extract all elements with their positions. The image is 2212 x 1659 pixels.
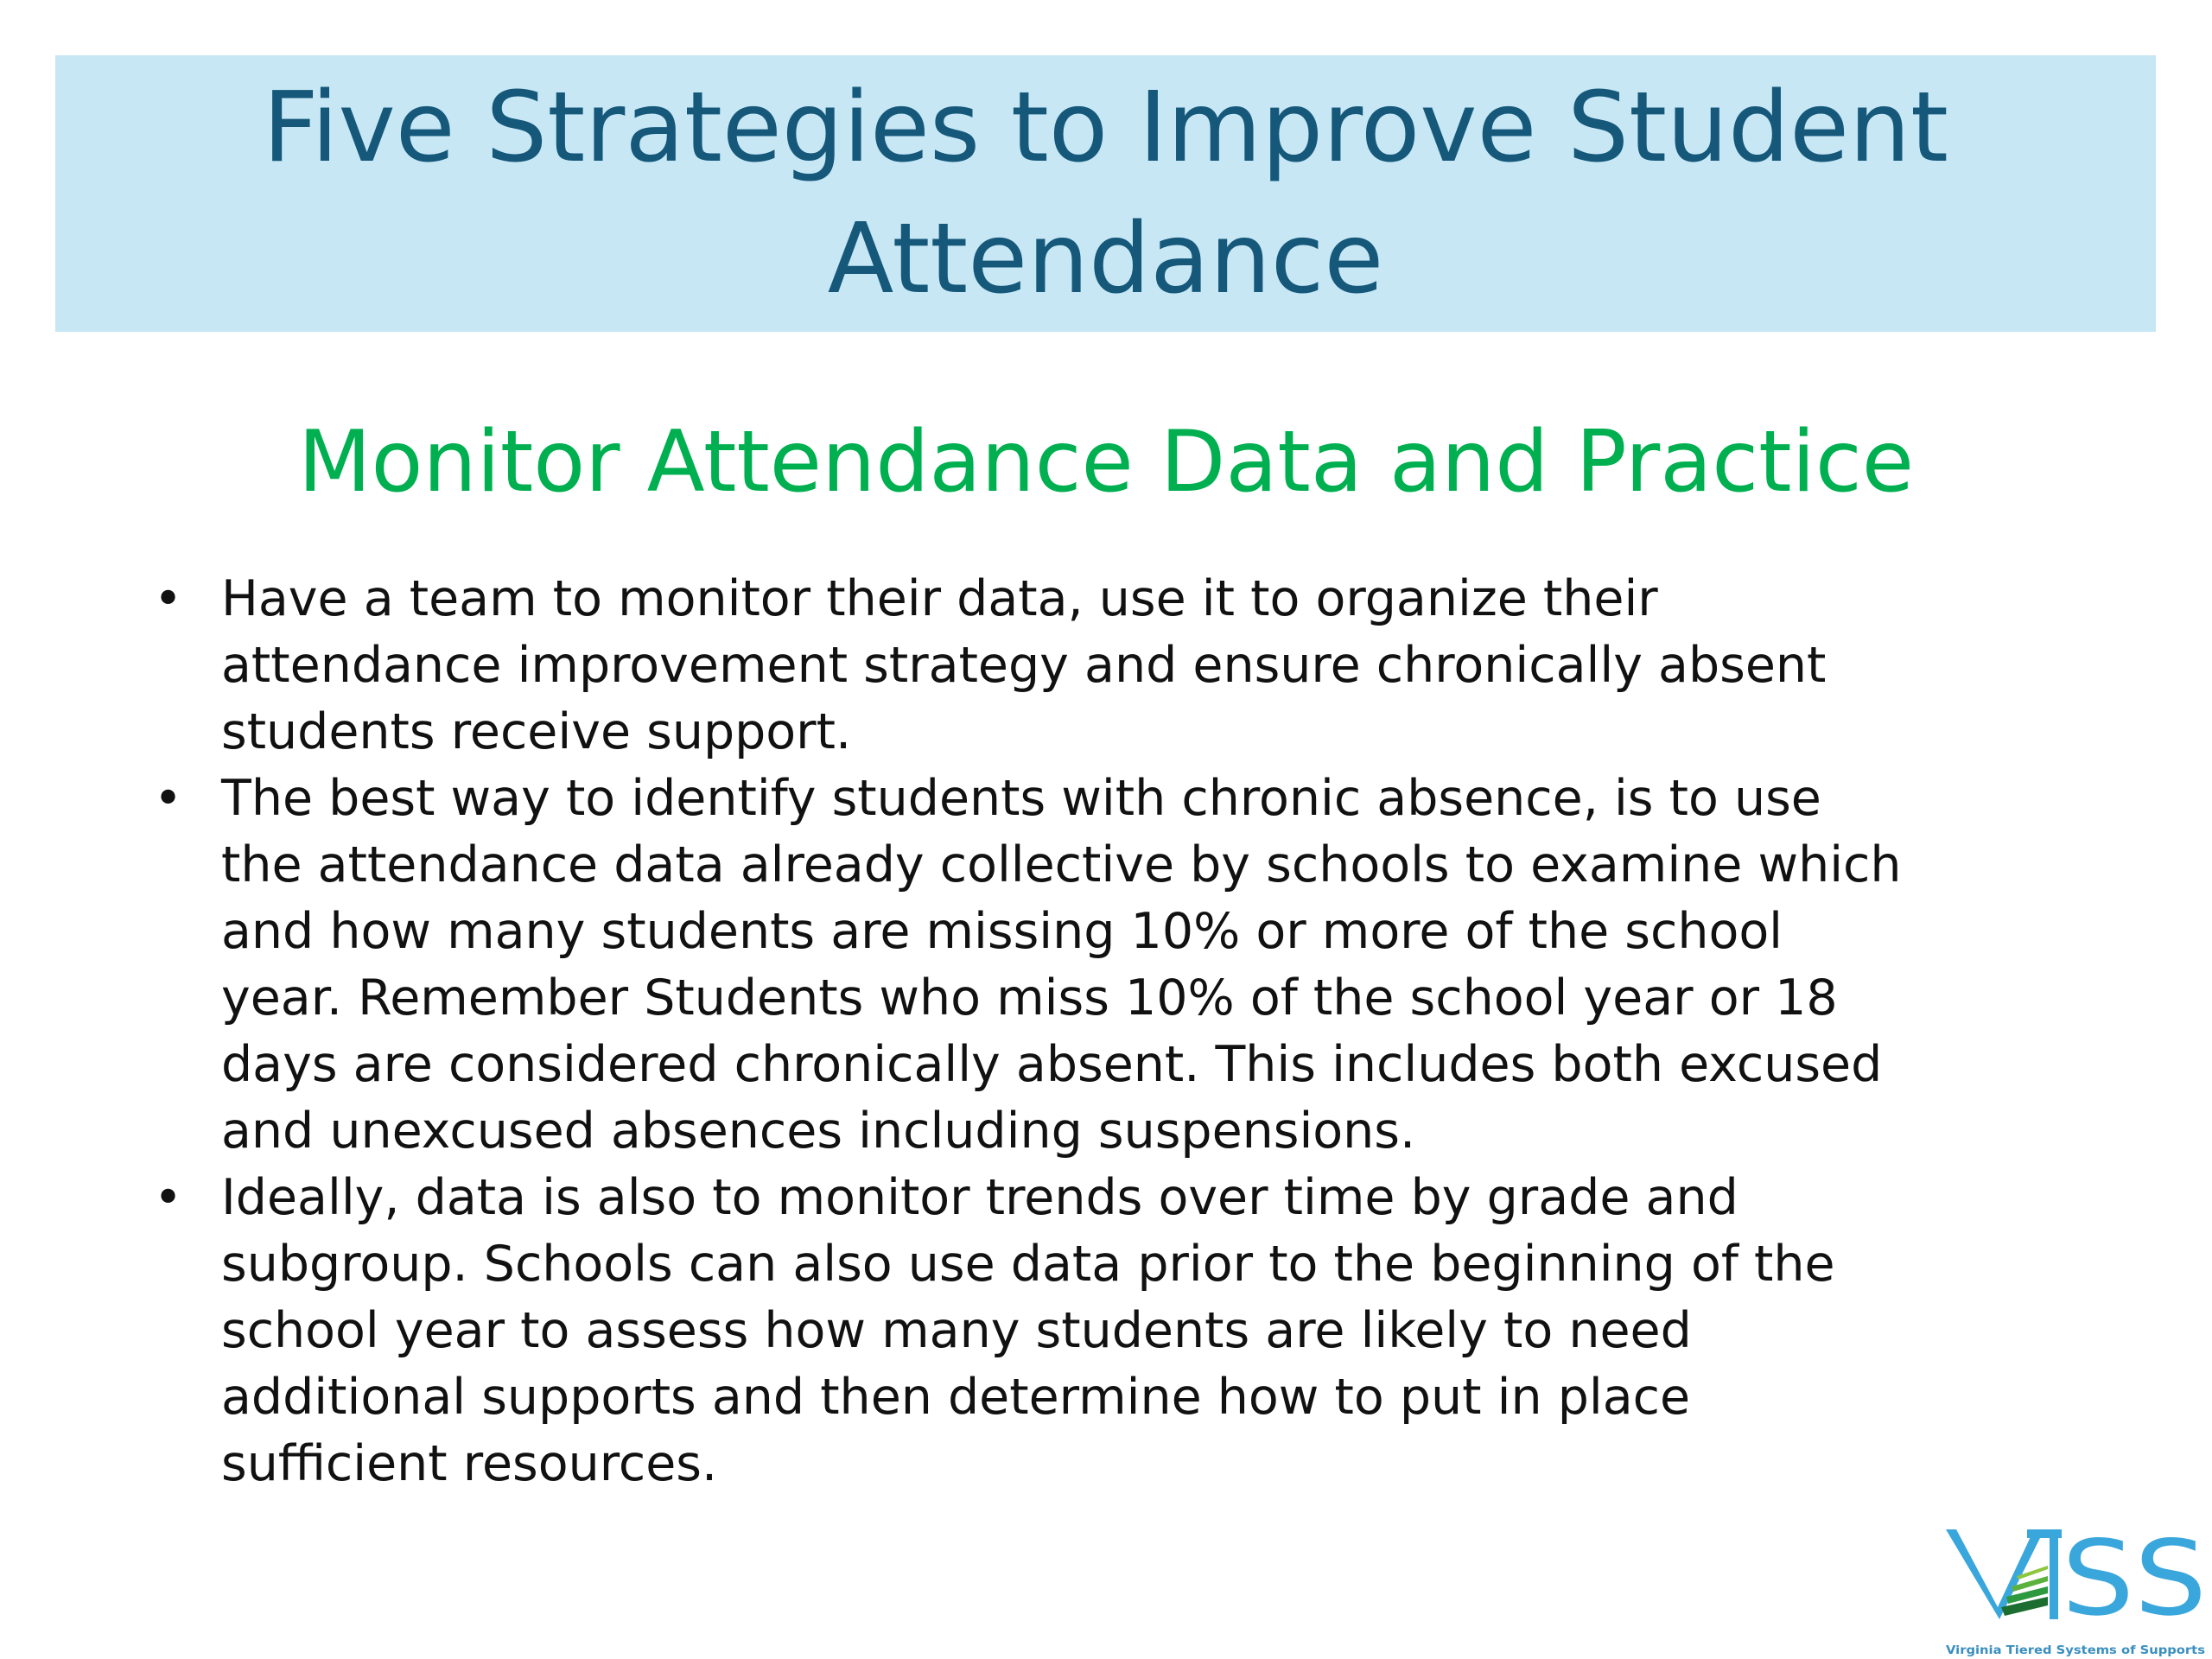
bullet-text-line: Ideally, data is also to monitor trends over time by grade and (221, 1169, 1738, 1226)
logo-t-stem (2050, 1529, 2058, 1619)
slide-title (55, 62, 2156, 325)
bullet-text-line: school year to assess how many students are likely to need (221, 1302, 1692, 1359)
logo-ss-letters: SS (2062, 1519, 2207, 1639)
bullet-icon: • (154, 571, 183, 627)
bullet-text-line: additional supports and then determine how to put in place (221, 1369, 1691, 1426)
slide-title-line: Five Strategies to Improve Student (263, 72, 1948, 184)
bullet-text-line: The best way to identify students with chronic absence, is to use (221, 770, 1821, 827)
bullet-item (0, 766, 2212, 1165)
bullet-icon: • (154, 1170, 183, 1226)
slide-subtitle: Monitor Attendance Data and Practice (297, 413, 1915, 512)
bullet-icon: • (154, 771, 183, 827)
bullet-item (0, 1165, 2212, 1497)
bullet-text-line: students receive support. (221, 703, 852, 760)
bullet-text-line: the attendance data already collective by schools to examine which (221, 836, 1902, 893)
bullet-list (0, 566, 2212, 1497)
bullet-text-line: year. Remember Students who miss 10% of the school year or 18 (221, 969, 1838, 1027)
bullet-text-line: Have a team to monitor their data, use it to organize their (221, 570, 1658, 627)
slide-title-line: Attendance (827, 203, 1384, 315)
logo-tagline: Virginia Tiered Systems of Supports (1946, 1644, 2206, 1657)
bullet-text-line: days are considered chronically absent. This includes both excused (221, 1036, 1883, 1093)
bullet-text-line: subgroup. Schools can also use data prior to the beginning of the (221, 1236, 1835, 1293)
vtss-logo (1944, 1517, 2209, 1657)
bullet-text-line: attendance improvement strategy and ensure chronically absent (221, 637, 1827, 694)
title-banner (55, 55, 2156, 332)
bullet-item (0, 566, 2212, 766)
bullet-text-line: and unexcused absences including suspensions. (221, 1103, 1416, 1160)
bullet-text-line: sufficient resources. (221, 1435, 718, 1492)
bullet-text-line: and how many students are missing 10% or more of the school (221, 903, 1783, 960)
